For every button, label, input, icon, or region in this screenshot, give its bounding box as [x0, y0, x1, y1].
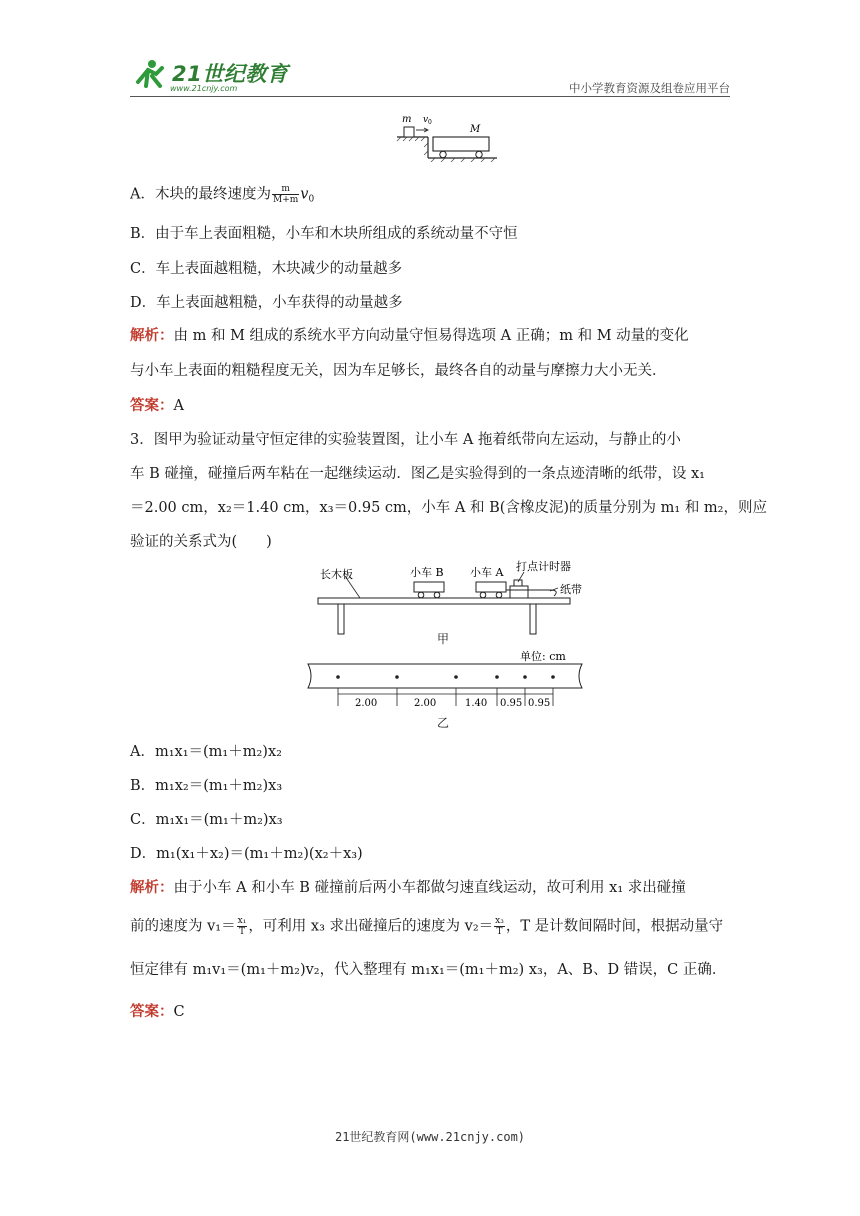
label-jia: 甲	[437, 632, 450, 646]
logo-url-text: www.21cnjy.com	[170, 84, 238, 93]
q2-answer-label: 答案：	[130, 397, 174, 414]
fig1-label-v0: v	[423, 115, 429, 125]
q3-stem-line3: ＝2.00 cm，x₂＝1.40 cm，x₃＝0.95 cm，小车 A 和 B(含橡皮泥)的质量分别为 m₁ 和 m₂，则应	[130, 500, 767, 516]
q2-option-d: D．车上表面越粗糙，小车获得的动量越多	[130, 295, 403, 311]
label-cart-a: 小车 A	[470, 566, 504, 579]
label-tape: 纸带	[560, 583, 582, 596]
logo	[132, 56, 302, 96]
q2-option-c: C．车上表面越粗糙，木块减少的动量越多	[130, 261, 403, 277]
q2-option-a-fraction: $\frac{m}{M+m}$	[272, 184, 299, 205]
q3-option-a: A．m₁x₁＝(m₁＋m₂)x₂	[130, 744, 282, 760]
header-divider	[130, 96, 730, 97]
q3-answer: 答案：C	[130, 1003, 185, 1020]
q3-stem-line4: 验证的关系式为( )	[130, 534, 272, 550]
logo-main-text: 21世纪教育	[172, 62, 289, 86]
q3-answer-label: 答案：	[130, 1003, 174, 1020]
label-d1: 2.00	[355, 698, 378, 709]
label-yi: 乙	[437, 716, 450, 730]
fig1-label-M: M	[470, 124, 481, 135]
q3-fraction-1: $\frac{\text{x₁}}{T}$	[237, 916, 247, 937]
q2-analysis-line1: 解析：由 m 和 M 组成的系统水平方向动量守恒易得选项 A 正确；m 和 M 动量的变化	[130, 327, 689, 344]
label-timer: 打点计时器	[516, 560, 571, 573]
fig1-label-v0-sub: 0	[428, 119, 432, 126]
header-tagline: 中小学教育资源及组卷应用平台	[569, 81, 730, 95]
q2-option-a-v: v	[300, 186, 309, 203]
label-d3: 1.40	[465, 698, 488, 709]
q3-option-d: D．m₁(x₁＋x₂)＝(m₁＋m₂)(x₂＋x₃)	[130, 846, 363, 862]
q3-analysis-line1: 解析：由于小车 A 和小车 B 碰撞前后两小车都做匀速直线运动，故可利用 x₁ 求出碰撞	[130, 879, 686, 896]
label-d2: 2.00	[414, 698, 437, 709]
q2-option-b: B．由于车上表面粗糙，小车和木块所组成的系统动量不守恒	[130, 226, 518, 242]
q3-fraction-2: $\frac{\text{x₃}}{T}$	[495, 916, 504, 937]
q2-analysis-label: 解析：	[130, 327, 174, 344]
q3-stem-line1: 3．图甲为验证动量守恒定律的实验装置图，让小车 A 拖着纸带向左运动，与静止的小	[130, 432, 681, 448]
q3-analysis-line3: 恒定律有 m₁v₁＝(m₁＋m₂)v₂，代入整理有 m₁x₁＝(m₁＋m₂) x₃，A、B、D 错误，C 正确．	[130, 962, 727, 978]
page-footer: 21世纪教育网(www.21cnjy.com)	[334, 1130, 526, 1144]
q2-analysis-line2: 与小车上表面的粗糙程度无关，因为车足够长，最终各自的动量与摩擦力大小无关．	[130, 363, 667, 379]
label-cart-b: 小车 B	[410, 566, 444, 579]
figure-yi-tape	[300, 648, 590, 716]
q3-analysis-line2: 前的速度为 v₁＝ $\frac{\text{x₁}}{T}$ ，可利用 x₃ 求出碰撞后的速度为 v₂＝ $\frac{\text{x₃}}{T}$ ，T 是计数间隔时间，根据动量守	[130, 916, 724, 937]
label-d5: 0.95	[528, 698, 551, 709]
label-board: 长木板	[320, 568, 353, 581]
label-unit: 单位: cm	[520, 650, 566, 663]
q2-option-a-text: A．木块的最终速度为	[130, 186, 271, 203]
q3-option-c: C．m₁x₁＝(m₁＋m₂)x₃	[130, 812, 283, 828]
figure-jia-apparatus	[310, 560, 590, 650]
label-d4: 0.95	[500, 698, 523, 709]
q2-answer: 答案：A	[130, 397, 184, 414]
q2-option-a: A．木块的最终速度为 $\frac{m}{M+m}$ $v_0$	[130, 184, 315, 205]
fig1-label-m: m	[402, 114, 412, 125]
q3-stem-line2: 车 B 碰撞，碰撞后两车粘在一起继续运动．图乙是实验得到的一条点迹清晰的纸带，设 x₁	[130, 466, 705, 482]
q3-analysis-label: 解析：	[130, 879, 174, 896]
figure-block-cart	[395, 110, 500, 162]
q3-option-b: B．m₁x₂＝(m₁＋m₂)x₃	[130, 778, 283, 794]
